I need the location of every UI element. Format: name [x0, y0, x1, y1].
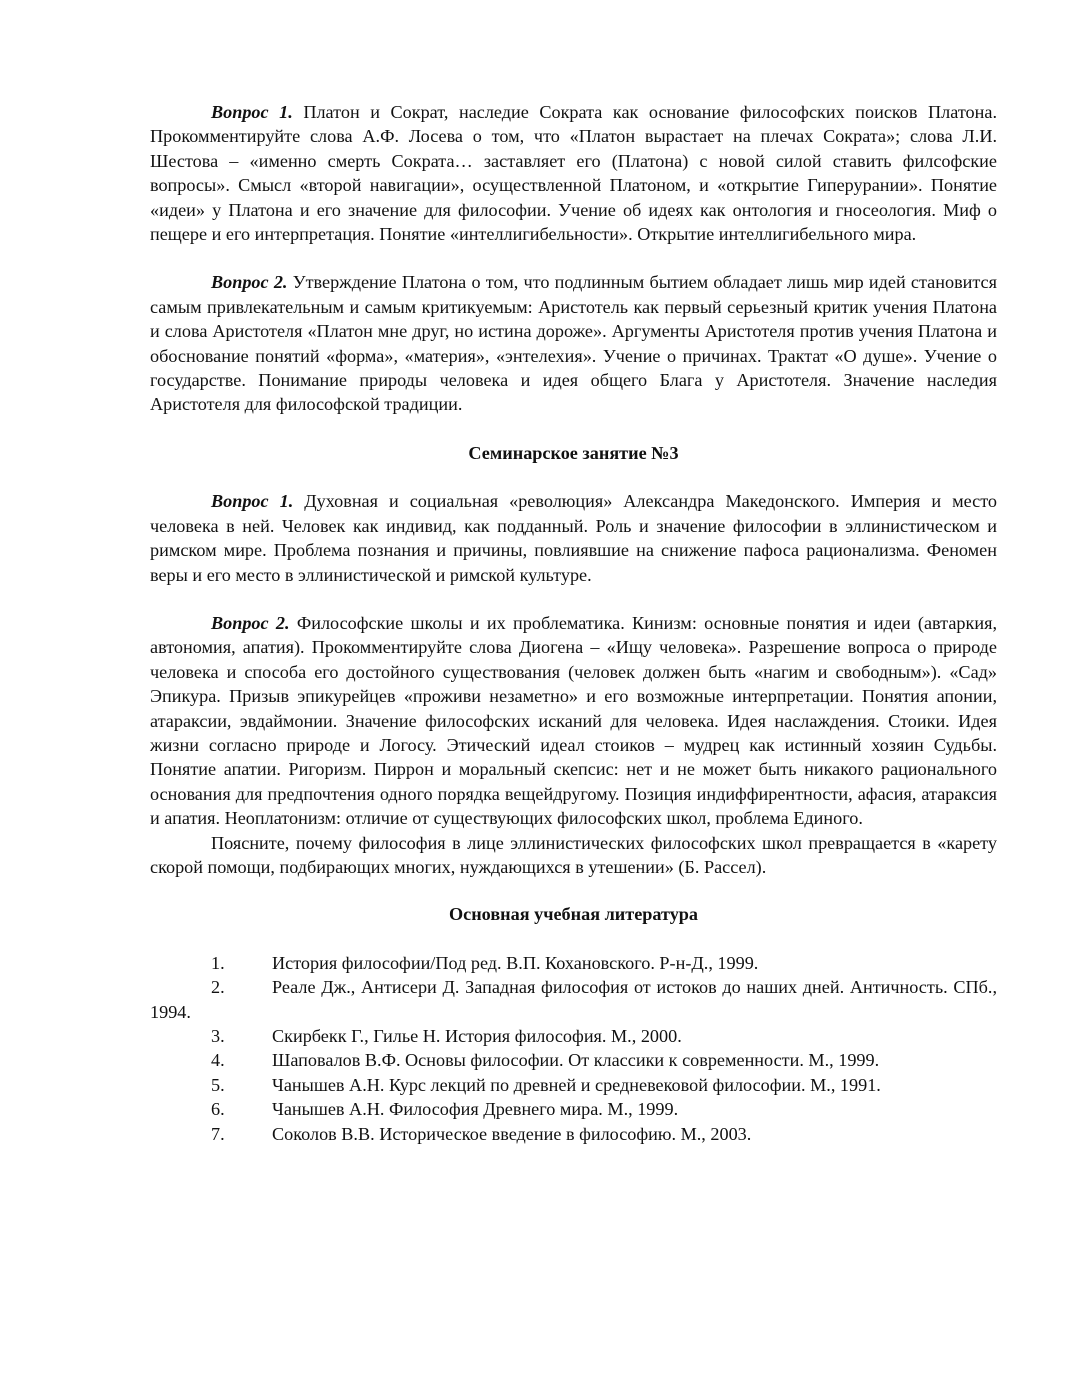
literature-item-number: 7. [211, 1123, 225, 1144]
paragraph-seminar-extra: Поясните, почему философия в лице эллинистических философских школ превращается в «карету скорой помощи, подбирающих многих, нуждающихся в утешении» (Б. Рассел). [150, 832, 997, 877]
question-text: Платон и Сократ, наследие Сократа как основание философских поисков Платона. Прокомментируйте слова А.Ф. Лосева о том, что «Платон вырастает на плечах Сократа»; слова Л.И. Шестова – «именно смерть Сократа… заставляет его (Платона) с новой силой ставить филсофские вопросы». Смысл «второй навигации», осуществленной Платоном, и «открытие Гиперурании». Понятие «идеи» у Платона и его значение для философии. Учение об идеях как онтология и гносеология. Миф о пещере и его интерпретация. Понятие «интеллигибельности». Открытие интеллигибельного мира. [150, 102, 997, 245]
literature-item-text: Чанышев А.Н. Философия Древнего мира. М., 1999. [272, 1099, 679, 1120]
question-text: Философские школы и их проблематика. Кинизм: основные понятия и идеи (автаркия, автономия, апатия). Прокомментируйте слова Диогена – «Ищу человека». Разрешение вопроса о природе человека и способа его достойного существования (человек должен быть «нагим и свободным»). «Сад» Эпикура. Призыв эпикурейцев «проживи незаметно» и его возможные интерпретации. Понятия апонии, атараксии, эвдаймонии. Значение философских исканий для человека. Идея наслаждения. Стоики. Идея жизни согласно природе и Логосу. Этический идеал стоиков – мудрец как истинный хозяин Судьбы. Понятие апатии. Ригоризм. Пиррон и моральный скепсис: нет и не может быть никакого рационального основания для предпочтения одного порядка вещейдругому. Позиция индиффирентности, афасия, атараксия и апатия. Неоплатонизм: отличие от существующих философских школ, проблема Единого. [150, 612, 997, 829]
literature-item [150, 975, 997, 1024]
document-page [150, 100, 997, 1146]
seminar-heading: Семинарское занятие №3 [468, 442, 679, 463]
question-label: Вопрос 2. [211, 272, 288, 293]
paragraph-question-1 [150, 100, 997, 246]
literature-item [150, 1048, 997, 1072]
literature-item [150, 1097, 997, 1121]
literature-item-text: История философии/Под ред. В.П. Кохановского. Р-н-Д., 1999. [272, 952, 759, 973]
paragraph-question-2 [150, 270, 997, 416]
literature-heading: Основная учебная литература [448, 904, 699, 925]
literature-item-number: 6. [211, 1099, 225, 1120]
literature-item-text: Шаповалов В.Ф. Основы философии. От классики к современности. М., 1999. [272, 1050, 880, 1071]
literature-list [150, 951, 997, 1146]
question-text: Духовная и социальная «революция» Александра Македонского. Империя и место человека в ней. Человек как индивид, как подданный. Роль и значение философии в эллинистическом и римском мире. Проблема познания и причины, повлиявшие на снижение пафоса рационализма. Феномен веры и его место в эллинистической и римской культуре. [150, 491, 998, 585]
literature-item-text: Соколов В.В. Историческое введение в философию. М., 2003. [272, 1123, 752, 1144]
literature-item-number: 1. [211, 952, 225, 973]
literature-item [150, 1024, 997, 1048]
literature-item-text: Чанышев А.Н. Курс лекций по древней и средневековой философии. М., 1991. [272, 1074, 881, 1095]
paragraph-seminar-question-1 [150, 489, 997, 587]
literature-item-number: 3. [211, 1026, 225, 1046]
literature-item [150, 1073, 997, 1097]
question-label: Вопрос 1. [211, 491, 294, 512]
literature-item-text: Скирбекк Г., Гилье Н. История философия. М., 2000. [272, 1026, 682, 1046]
question-text: Утверждение Платона о том, что подлинным бытием обладает лишь мир идей становится самым привлекательным и самым критикуемым: Аристотель как первый серьезный критик учения Платона и слова Аристотеля «Платон мне друг, но истина дороже». Аргументы Аристотеля против учения Платона и обоснование понятий «форма», «материя», «энтелехия». Учение о причинах. Трактат «О душе». Учение о государстве. Понимание природы человека и идея общего Блага у Аристотеля. Значение наследия Аристотеля для философской традиции. [150, 272, 997, 415]
literature-item-text: Реале Дж., Антисери Д. Западная философия от истоков до наших дней. Античность. СПб., 1994. [150, 977, 997, 1022]
literature-item [150, 1122, 997, 1146]
question-label: Вопрос 2. [211, 612, 290, 633]
literature-item-number: 5. [211, 1074, 225, 1095]
question-label: Вопрос 1. [211, 102, 293, 122]
literature-item-number: 4. [211, 1050, 225, 1071]
literature-item [150, 951, 997, 975]
literature-item-number: 2. [211, 977, 225, 998]
paragraph-seminar-question-2 [150, 611, 997, 831]
